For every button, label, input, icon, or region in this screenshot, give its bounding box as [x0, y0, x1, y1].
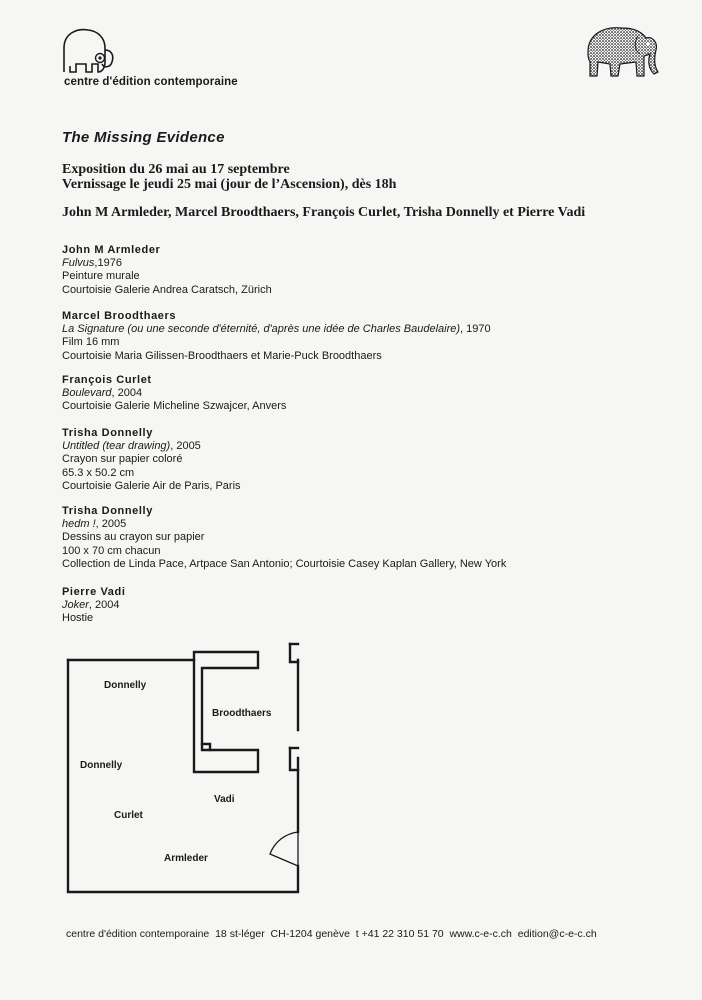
work-year: , 2005 [170, 440, 201, 453]
work-entry [62, 310, 491, 363]
elephant-outline-icon [58, 26, 118, 83]
work-entry [62, 427, 241, 493]
work-title: Joker [62, 599, 89, 612]
work-detail: Hostie [62, 612, 94, 625]
opening-info: Vernissage le jeudi 25 mai (jour de l’Ascension), dès 18h [62, 177, 397, 192]
work-detail: Dessins au crayon sur papier [62, 531, 205, 544]
work-title: Fulvus [62, 257, 95, 270]
work-detail: Crayon sur papier coloré [62, 453, 183, 466]
work-entry [62, 586, 125, 626]
plan-label-donnelly-left: Donnelly [80, 760, 123, 771]
artist-name: John M Armleder [62, 244, 161, 256]
work-detail: 100 x 70 cm chacun [62, 544, 161, 557]
work-detail: 65.3 x 50.2 cm [62, 466, 135, 479]
work-detail: Courtoisie Maria Gilissen-Broodthaers et Marie-Puck Broodthaers [62, 349, 382, 362]
work-year: , 2004 [88, 599, 120, 612]
artist-name: François Curlet [62, 374, 152, 386]
work-year: , 1970 [460, 323, 491, 336]
work-year: , 2005 [95, 518, 127, 531]
plan-label-broodthaers: Broodthaers [212, 708, 272, 719]
work-detail: Courtoisie Galerie Air de Paris, Paris [62, 479, 241, 492]
work-detail: Courtoisie Galerie Andrea Caratsch, Zürich [62, 283, 272, 296]
work-entry [62, 374, 286, 414]
artist-name: Pierre Vadi [62, 586, 126, 598]
work-entry [62, 244, 272, 297]
work-title: Boulevard [62, 387, 112, 400]
plan-label-curlet: Curlet [114, 810, 143, 821]
work-detail: Collection de Linda Pace, Artpace San Antonio; Courtoisie Casey Kaplan Gallery, New York [62, 557, 507, 570]
exhibition-title: The Missing Evidence [62, 129, 225, 146]
work-entry [62, 505, 506, 571]
work-detail: Film 16 mm [62, 336, 120, 349]
artist-name: Trisha Donnelly [62, 427, 153, 439]
work-title: Untitled (tear drawing) [62, 440, 171, 453]
artist-name: Trisha Donnelly [62, 505, 153, 517]
work-year: , 2004 [111, 387, 143, 400]
footer-contact: centre d'édition contemporaine 18 st-léger CH-1204 genève t +41 22 310 51 70 www.c-e-c.ch edition@c-e-c.ch [66, 928, 597, 940]
elephant-engraving-icon [584, 22, 662, 85]
brand-name: centre d'édition contemporaine [64, 76, 238, 88]
work-title: hedm ! [62, 518, 96, 531]
plan-label-vadi: Vadi [214, 794, 235, 805]
artist-name: Marcel Broodthaers [62, 310, 177, 322]
work-detail: Courtoisie Galerie Micheline Szwajcer, Anvers [62, 400, 287, 413]
work-year: ,1976 [94, 257, 122, 270]
plan-label-armleder: Armleder [164, 853, 208, 864]
artists-list: John M Armleder, Marcel Broodthaers, François Curlet, Trisha Donnelly et Pierre Vadi [62, 205, 586, 220]
work-title: La Signature (ou une seconde d'éternité, d'après une idée de Charles Baudelaire) [62, 323, 461, 336]
floor-plan [60, 640, 310, 905]
work-detail: Peinture murale [62, 270, 140, 283]
exhibition-dates: Exposition du 26 mai au 17 septembre [62, 162, 290, 177]
plan-label-donnelly-top: Donnelly [104, 680, 147, 691]
